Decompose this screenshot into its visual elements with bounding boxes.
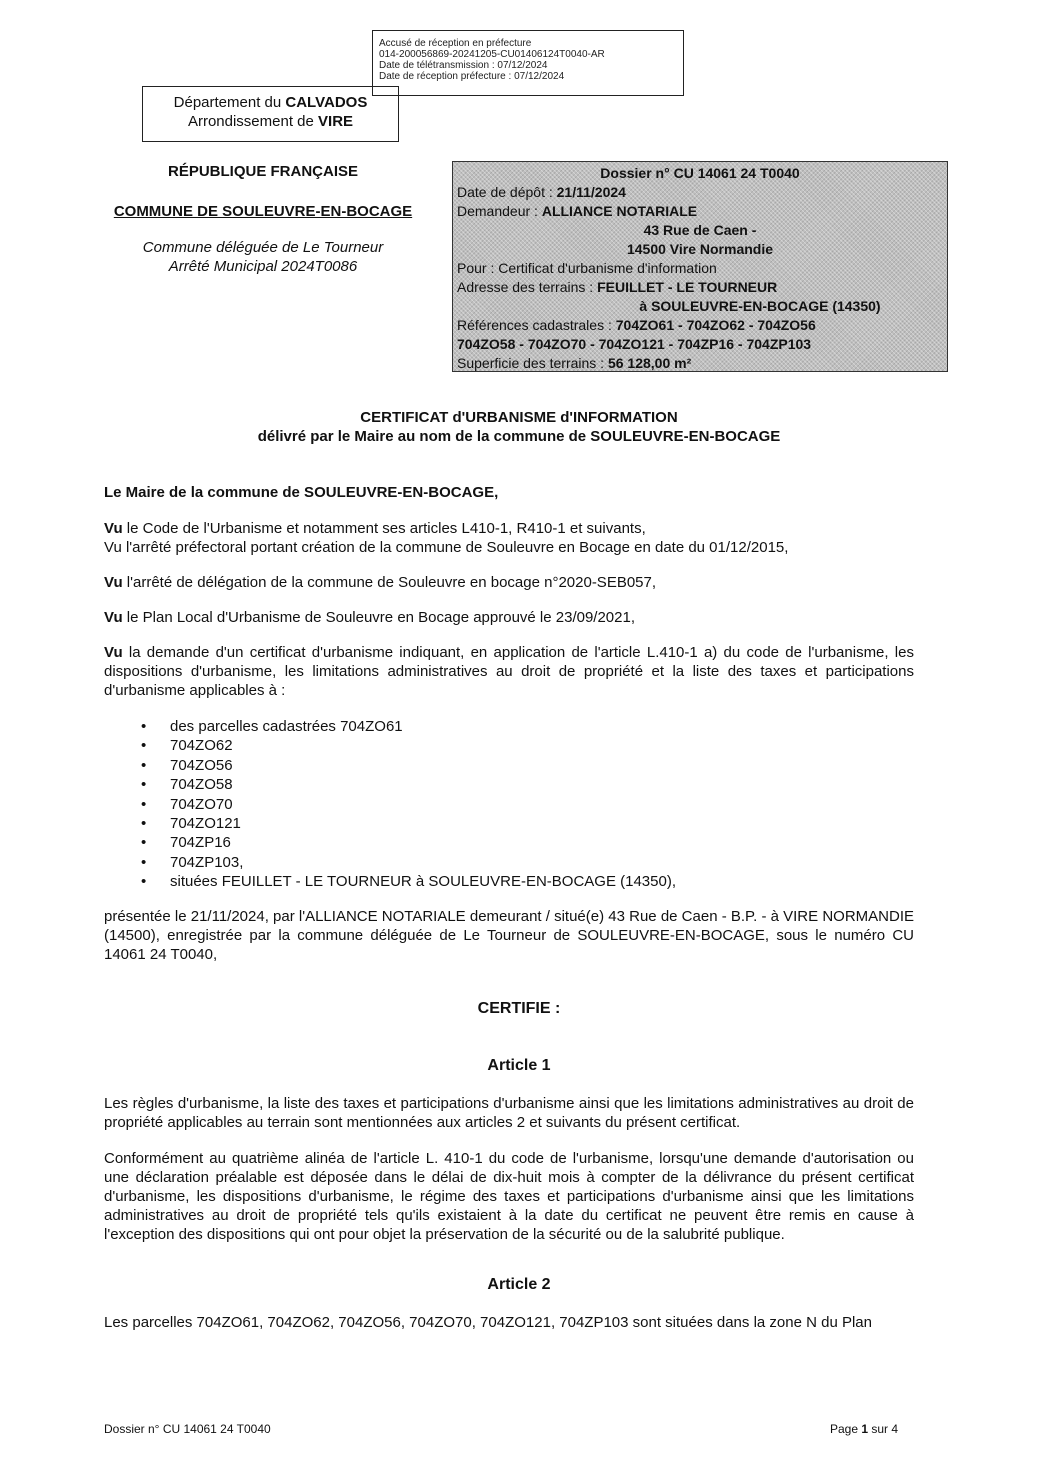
commune-heading: COMMUNE DE SOULEUVRE-EN-BOCAGE — [113, 203, 413, 220]
list-item — [104, 717, 676, 736]
parcel-text: 704ZP16 — [170, 834, 231, 852]
land-area-label: Superficie des terrains : — [457, 355, 608, 371]
page-prefix: Page — [830, 1422, 862, 1436]
vu-word: Vu — [104, 609, 123, 626]
cadastral-refs — [457, 316, 943, 335]
department-line — [143, 93, 398, 112]
list-item — [104, 756, 676, 775]
vu-word: Vu — [104, 644, 123, 661]
vu-word: Vu — [104, 520, 123, 537]
arrondissement-name: VIRE — [318, 113, 354, 130]
purpose: Pour : Certificat d'urbanisme d'information — [457, 260, 717, 276]
land-commune-value: à SOULEUVRE-EN-BOCAGE (14350) — [639, 298, 881, 314]
parcel-text: 704ZO121 — [170, 814, 241, 832]
stamp-line: Accusé de réception en préfecture — [379, 38, 532, 49]
page-separator: sur — [868, 1422, 892, 1436]
page-number: 1 — [861, 1422, 869, 1436]
stamp-line: Date de réception préfecture : 07/12/2024 — [379, 71, 565, 82]
land-area — [457, 354, 943, 373]
applicant-label: Demandeur : — [457, 203, 542, 219]
article-1-paragraph-1: Les règles d'urbanisme, la liste des taxes et participations d'urbanisme ainsi que les limitations administratives au droit de propriété applicables au terrain sont mentionnées aux articles 2 et suivants du présent certificat. — [104, 1095, 914, 1131]
cadastral-refs-value-2: 704ZO58 - 704ZO70 - 704ZO121 - 704ZP16 - 704ZP103 — [457, 336, 812, 352]
arrondissement-line — [143, 112, 398, 131]
land-address — [457, 278, 943, 297]
vu-word: Vu — [104, 574, 123, 591]
cadastral-refs-label: Références cadastrales : — [457, 317, 616, 333]
dossier-number-text: Dossier n° CU 14061 24 T0040 — [600, 165, 800, 181]
list-item — [104, 853, 676, 872]
bullet-icon: • — [141, 814, 147, 832]
deposit-date-label: Date de dépôt : — [457, 184, 557, 200]
arrondissement-prefix: Arrondissement de — [187, 113, 319, 130]
dossier-number — [457, 164, 943, 183]
stamp-line: 014-200056869-20241205-CU01406124T0040-AR — [379, 49, 605, 60]
list-item — [104, 814, 676, 833]
article-1-paragraph-2: Conformément au quatrième alinéa de l'article L. 410-1 du code de l'urbanisme, lorsqu'une demande d'autorisation ou une déclaration préalable est déposée dans le délai de dix-huit mois à compter de la délivrance du présent certificat d'urbanisme, les dispositions d'urbanisme, le régime des taxes et participations d'urbanisme ainsi que les limitations administratives au droit de propriété tels qu'ils existaient à la date du certificat ne peuvent être remis en cause à l'exception des dispositions qui ont pour objet la préservation de la sécurité ou de la salubrité publique. — [104, 1150, 914, 1243]
vu-text: le Code de l'Urbanisme et notamment ses articles L410-1, R410-1 et suivants, — [122, 520, 646, 537]
vu-text: l'arrêté de délégation de la commune de Souleuvre en bocage n°2020-SEB057, — [122, 574, 657, 591]
vu-text: la demande d'un certificat d'urbanisme indiquant, en application de l'article L.410-1 a) du code de l'urbanisme, les dispositions d'urbanisme, les limitations administratives au droit de propriété et la liste des taxes et participations d'urbanisme applicables à : — [104, 644, 914, 699]
cadastral-refs-cont — [457, 335, 943, 354]
article-2-paragraph-1: Les parcelles 704ZO61, 704ZO62, 704ZO56, 704ZO70, 704ZO121, 704ZP103 sont situées dans la zone N du Plan — [104, 1314, 872, 1331]
bullet-icon: • — [141, 853, 147, 871]
certificate-title: CERTIFICAT d'URBANISME d'INFORMATION — [360, 409, 678, 426]
land-address-label: Adresse des terrains : — [457, 279, 598, 295]
vu-text: le Plan Local d'Urbanisme de Souleuvre en Bocage approuvé le 23/09/2021, — [122, 609, 636, 626]
land-commune — [457, 297, 943, 316]
article-2-title: Article 2 — [487, 1276, 551, 1293]
bullet-icon: • — [141, 873, 147, 891]
bullet-icon: • — [141, 776, 147, 794]
parcel-text: 704ZO56 — [170, 756, 233, 774]
applicant-address — [457, 221, 943, 240]
parcel-text: 704ZP103, — [170, 853, 244, 871]
parcel-text: 704ZO58 — [170, 776, 233, 794]
applicant-city — [457, 240, 943, 259]
list-item — [104, 775, 676, 794]
parcel-text: des parcelles cadastrées 704ZO61 — [170, 718, 403, 735]
list-item — [104, 736, 676, 755]
cadastral-refs-value: 704ZO61 - 704ZO62 - 704ZO56 — [615, 317, 816, 333]
deposit-date — [457, 183, 943, 202]
bullet-icon: • — [141, 756, 147, 774]
department-box — [142, 86, 399, 142]
parcel-list — [104, 717, 676, 892]
list-item — [104, 795, 676, 814]
republic-heading: RÉPUBLIQUE FRANÇAISE — [167, 163, 358, 180]
bullet-icon: • — [141, 834, 147, 852]
vu-plu — [104, 608, 914, 627]
certifie-heading: CERTIFIE : — [477, 1000, 561, 1017]
presented-paragraph: présentée le 21/11/2024, par l'ALLIANCE NOTARIALE demeurant / situé(e) 43 Rue de Caen - B.P. - à VIRE NORMANDIE (14500), enregistrée par la commune déléguée de Le Tourneur de SOULEUVRE-EN-BOCAGE, sous le numéro CU 14061 24 T0040, — [104, 908, 914, 963]
department-name: CALVADOS — [285, 94, 368, 111]
delegated-commune: Commune déléguée de Le Tourneur — [142, 239, 384, 256]
mayor-text: Le Maire de la commune de SOULEUVRE-EN-BOCAGE, — [104, 484, 499, 501]
bullet-icon: • — [141, 795, 147, 813]
vu-demande — [104, 643, 914, 700]
applicant-value: ALLIANCE NOTARIALE — [541, 203, 698, 219]
vu-arrete-prefectoral: Vu l'arrêté préfectoral portant création de la commune de Souleuvre en Bocage en date du 01/12/2015, — [104, 539, 789, 556]
footer-dossier: Dossier n° CU 14061 24 T0040 — [104, 1422, 271, 1436]
page-total: 4 — [891, 1422, 899, 1436]
applicant — [457, 202, 943, 221]
stamp-line: Date de télétransmission : 07/12/2024 — [379, 60, 548, 71]
vu-arrete-delegation — [104, 573, 914, 592]
list-item — [104, 872, 676, 891]
parcel-text: 704ZO70 — [170, 795, 233, 813]
land-address-value: FEUILLET - LE TOURNEUR — [597, 279, 778, 295]
dossier-box — [452, 161, 948, 372]
parcel-text: situées FEUILLET - LE TOURNEUR à SOULEUVRE-EN-BOCAGE (14350), — [170, 873, 676, 891]
bullet-icon: • — [141, 718, 147, 735]
footer-page — [830, 1422, 898, 1436]
article-1-title: Article 1 — [487, 1057, 551, 1074]
parcel-text: 704ZO62 — [170, 737, 233, 755]
land-area-value: 56 128,00 m² — [607, 355, 692, 371]
certificate-subtitle: délivré par le Maire au nom de la commune de SOULEUVRE-EN-BOCAGE — [257, 428, 781, 445]
vu-code-urbanisme — [104, 519, 914, 538]
receipt-stamp — [372, 30, 684, 96]
address-line-1: 43 Rue de Caen - — [643, 222, 757, 238]
address-line-2: 14500 Vire Normandie — [626, 241, 774, 257]
mayor-line — [104, 483, 914, 502]
municipal-arrete: Arrêté Municipal 2024T0086 — [168, 258, 358, 275]
department-prefix: Département du — [173, 94, 286, 111]
list-item — [104, 833, 676, 852]
deposit-date-value: 21/11/2024 — [556, 184, 626, 200]
bullet-icon: • — [141, 737, 147, 755]
